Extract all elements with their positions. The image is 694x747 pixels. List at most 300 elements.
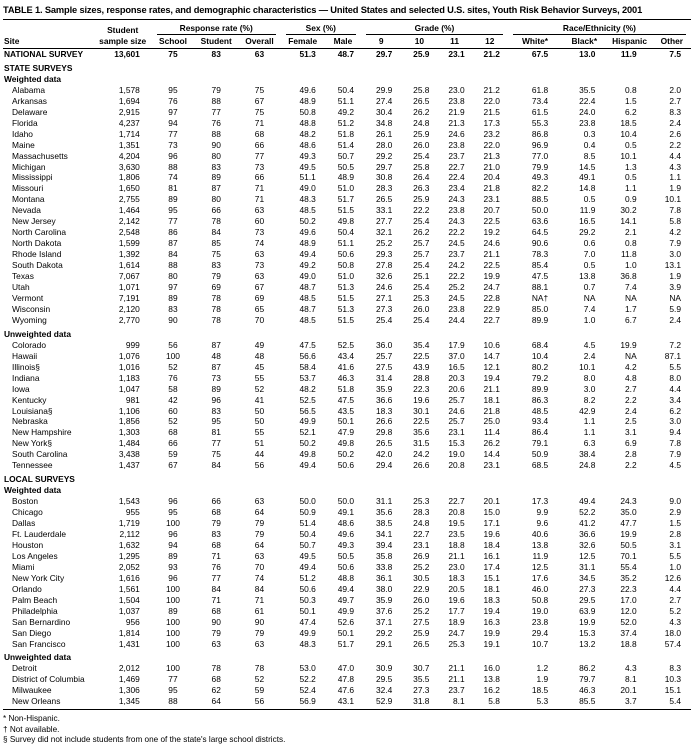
value-cell: 75 [211, 449, 221, 460]
value-cell: 1.7 [625, 303, 637, 314]
value-cell: 43.1 [325, 696, 361, 709]
value-cell: 68 [211, 674, 221, 685]
col-header-student: Student [194, 35, 238, 49]
value-cell: 1,543 [118, 496, 140, 507]
value-cell: 50.6 [299, 583, 316, 594]
value-cell: 6.2 [625, 106, 637, 117]
value-cell: 56 [254, 460, 265, 471]
value-cell: 50.8 [299, 106, 316, 117]
site-cell: Indiana [12, 372, 40, 383]
col-header-male: Male [325, 35, 361, 49]
value-cell: 27.7 [375, 216, 393, 227]
value-cell: 21.1 [483, 249, 500, 260]
value-cell: 18.9 [448, 616, 465, 627]
value-cell: 49.7 [337, 594, 355, 605]
site-cell: Michigan [12, 161, 46, 172]
value-cell: 49.3 [299, 150, 316, 161]
value-cell: 51.5 [337, 292, 355, 303]
value-cell: 79 [211, 84, 221, 95]
value-cell: 52.5 [337, 339, 355, 350]
table-row [3, 340, 691, 351]
value-cell: 50.6 [337, 460, 355, 471]
value-cell: 51.2 [337, 117, 355, 128]
footnote-school-districts: § Survey did not include students from one of the state's large school districts. [3, 735, 286, 745]
value-cell: 33.8 [375, 561, 393, 572]
table-row [3, 460, 691, 471]
value-cell: 77 [254, 150, 265, 161]
table-row [3, 118, 691, 129]
value-cell: 68.5 [531, 460, 549, 471]
value-cell: 10.4 [620, 128, 637, 139]
value-cell: 24.5 [448, 292, 465, 303]
value-cell: 20.4 [483, 172, 500, 183]
value-cell: 2,548 [118, 227, 140, 238]
value-cell: 6.2 [669, 405, 681, 416]
group-label: Response rate (%) [157, 23, 276, 35]
value-cell: 49.2 [299, 260, 316, 271]
value-cell: 73.4 [531, 95, 549, 106]
value-cell: 2.4 [669, 314, 681, 325]
value-cell: 23.8 [448, 95, 465, 106]
column-header-row [3, 35, 691, 49]
table-title: TABLE 1. Sample sizes, response rates, and demographic characteristics — United States and selected U.S. sites, Youth Risk Behavior Surveys, 2001 [3, 5, 691, 20]
value-cell: 89 [168, 550, 178, 561]
site-cell: Wisconsin [12, 303, 51, 314]
value-cell: 26.5 [375, 438, 393, 449]
value-cell: 3.0 [669, 249, 681, 260]
value-cell: 34.5 [579, 572, 596, 583]
value-cell: 22.2 [448, 227, 465, 238]
value-cell: 48 [254, 350, 265, 361]
site-cell: Montana [12, 194, 45, 205]
value-cell: 16.2 [483, 685, 500, 696]
value-cell: 50.6 [337, 249, 355, 260]
value-cell: 49.8 [337, 216, 355, 227]
site-cell: Arkansas [12, 95, 47, 106]
value-cell: 66 [254, 139, 265, 150]
value-cell: 23.4 [448, 183, 465, 194]
table-row [3, 351, 691, 362]
value-cell: 49.8 [337, 438, 355, 449]
value-cell: 36.6 [375, 394, 393, 405]
value-cell: 23.1 [483, 194, 500, 205]
table-row [3, 584, 691, 595]
value-cell: 49.0 [299, 271, 316, 282]
value-cell: 1.2 [536, 663, 549, 674]
table-row [3, 129, 691, 140]
value-cell: 0.6 [583, 238, 596, 249]
value-cell: 2.7 [669, 95, 681, 106]
value-cell: 21.9 [448, 106, 465, 117]
value-cell: 52.5 [299, 394, 316, 405]
value-cell: 80.2 [531, 361, 549, 372]
value-cell: 1,047 [118, 383, 140, 394]
value-cell: 4.4 [669, 150, 681, 161]
site-cell: Vermont [12, 292, 44, 303]
value-cell: 4.2 [669, 227, 681, 238]
section-heading: Unweighted data [4, 652, 72, 663]
value-cell: 25.2 [413, 561, 430, 572]
value-cell: 25.2 [375, 238, 393, 249]
value-cell: 12.0 [620, 605, 637, 616]
value-cell: 23.8 [531, 616, 549, 627]
value-cell: 84 [168, 249, 178, 260]
value-cell: 88 [152, 696, 194, 709]
table-body [3, 49, 691, 710]
value-cell: 79.2 [531, 372, 549, 383]
value-cell: 24.4 [448, 314, 465, 325]
value-cell: 50.9 [299, 507, 316, 518]
value-cell: 66 [211, 205, 221, 216]
value-cell: 22.5 [413, 350, 430, 361]
site-cell: Mississippi [12, 172, 53, 183]
site-cell: South Carolina [12, 449, 68, 460]
value-cell: 51.1 [337, 95, 355, 106]
table-row [3, 384, 691, 395]
value-cell: 97 [168, 106, 178, 117]
value-cell: 49.6 [337, 528, 355, 539]
value-cell: 64 [194, 696, 238, 709]
col-header-black: Black* [562, 35, 606, 49]
value-cell: 61 [254, 605, 265, 616]
value-cell: 28.0 [375, 139, 393, 150]
table-row [3, 551, 691, 562]
table-row [3, 696, 691, 709]
value-cell: 1.9 [669, 271, 681, 282]
value-cell: 7.9 [669, 238, 681, 249]
value-cell: 12.1 [483, 361, 500, 372]
value-cell: 20.1 [483, 496, 500, 507]
section-heading: Weighted data [4, 73, 62, 84]
value-cell: 29.4 [531, 627, 549, 638]
value-cell: 24.2 [448, 260, 465, 271]
value-cell: 24.6 [448, 405, 465, 416]
site-cell: Hawaii [12, 350, 38, 361]
data-table [3, 20, 691, 710]
value-cell: 14.1 [620, 216, 637, 227]
value-cell: 100 [165, 594, 180, 605]
value-cell: 83 [211, 161, 221, 172]
value-cell: 2.4 [669, 117, 681, 128]
value-cell: 2,120 [118, 303, 140, 314]
site-cell: Missouri [12, 183, 44, 194]
value-cell: 63 [254, 249, 265, 260]
value-cell: 29.2 [579, 227, 596, 238]
value-cell: 26.2 [483, 438, 500, 449]
table-row [3, 674, 691, 685]
value-cell: 86 [168, 227, 178, 238]
value-cell: 49.4 [299, 460, 316, 471]
value-cell: 64 [254, 507, 265, 518]
site-cell: San Diego [12, 627, 52, 638]
value-cell: 3.9 [669, 282, 681, 293]
group-label: Race/Ethnicity (%) [513, 23, 686, 35]
value-cell: 51.1 [337, 238, 355, 249]
value-cell: 47.6 [337, 685, 355, 696]
value-cell: 24.5 [448, 238, 465, 249]
value-cell: 5.3 [508, 696, 562, 709]
value-cell: 74 [254, 572, 265, 583]
value-cell: 9.0 [669, 496, 681, 507]
value-cell: 18.8 [448, 539, 465, 550]
value-cell: 51.0 [337, 183, 355, 194]
table-row [3, 362, 691, 373]
value-cell: 1.9 [669, 183, 681, 194]
value-cell: 89 [211, 383, 221, 394]
section-heading: STATE SURVEYS [4, 62, 73, 73]
value-cell: 51.0 [337, 271, 355, 282]
value-cell: 0.5 [583, 194, 596, 205]
value-cell: 52.2 [579, 507, 596, 518]
value-cell: 18.3 [448, 572, 465, 583]
value-cell: 22.2 [448, 271, 465, 282]
value-cell: 21.3 [483, 150, 500, 161]
value-cell: 24.3 [448, 194, 465, 205]
value-cell: 90 [211, 616, 221, 627]
section-heading: LOCAL SURVEYS [4, 474, 75, 485]
value-cell: 100 [165, 663, 180, 674]
value-cell: 88 [211, 128, 221, 139]
value-cell: 35.5 [579, 84, 596, 95]
site-cell: New York§ [12, 438, 53, 449]
group-header-response-rate [152, 20, 281, 35]
site-cell: New Hampshire [12, 427, 72, 438]
value-cell: 25.7 [413, 238, 430, 249]
value-cell: 52 [168, 416, 178, 427]
value-cell: 49.4 [337, 583, 355, 594]
value-cell: 94 [168, 117, 178, 128]
value-cell: 50.1 [337, 416, 355, 427]
value-cell: 95 [168, 205, 178, 216]
value-cell: 31.4 [375, 372, 393, 383]
value-cell: 12.6 [664, 572, 681, 583]
site-cell: South Dakota [12, 260, 63, 271]
value-cell: 79.9 [531, 161, 549, 172]
value-cell: 63 [254, 496, 265, 507]
value-cell: 8.2 [583, 394, 596, 405]
value-cell: 5.9 [669, 303, 681, 314]
value-cell: 34.8 [375, 117, 393, 128]
value-cell: 2.6 [669, 128, 681, 139]
value-cell: 71 [254, 194, 265, 205]
value-cell: 4.4 [669, 383, 681, 394]
value-cell: 25.7 [448, 394, 465, 405]
value-cell: 18.1 [483, 583, 500, 594]
value-cell: 7.9 [669, 449, 681, 460]
group-label: Grade (%) [366, 23, 503, 35]
value-cell: 29.2 [375, 627, 393, 638]
value-cell: 58.4 [299, 361, 316, 372]
value-cell: 7,191 [118, 292, 140, 303]
table-row [3, 140, 691, 151]
table-row [3, 162, 691, 173]
col-header-sample-size: sample size [94, 35, 152, 49]
value-cell: 29.7 [375, 49, 393, 59]
table-row [3, 238, 691, 249]
value-cell: 5.5 [669, 361, 681, 372]
value-cell: 13,601 [114, 49, 140, 59]
value-cell: 43.5 [337, 405, 355, 416]
table-row [3, 282, 691, 293]
table-header [3, 20, 691, 49]
value-cell: 79 [211, 627, 221, 638]
col-header-site: Site [3, 35, 94, 49]
value-cell: 48.7 [337, 49, 355, 59]
value-cell: 42 [168, 394, 178, 405]
value-cell: 51.5 [337, 314, 355, 325]
col-header-grade-9: 9 [361, 35, 401, 49]
value-cell: 1.1 [669, 172, 681, 183]
value-cell: 88.1 [531, 282, 549, 293]
value-cell: 81 [168, 183, 178, 194]
value-cell: NA [669, 292, 681, 303]
value-cell: 51.7 [337, 638, 355, 649]
site-cell: NATIONAL SURVEY [4, 49, 84, 59]
value-cell: 77 [211, 106, 221, 117]
value-cell: 1.5 [625, 95, 637, 106]
value-cell: 80 [211, 194, 221, 205]
value-cell: 100 [165, 583, 180, 594]
value-cell: 47.7 [620, 518, 637, 529]
value-cell: 23.1 [448, 49, 465, 59]
value-cell: 4.2 [625, 361, 637, 372]
value-cell: 981 [125, 394, 140, 405]
value-cell: 68 [254, 128, 265, 139]
value-cell: 50.2 [299, 438, 316, 449]
value-cell: 88 [168, 260, 178, 271]
value-cell: 73 [254, 227, 265, 238]
value-cell: 18.1 [483, 394, 500, 405]
value-cell: 1,484 [118, 438, 140, 449]
table-row [3, 427, 691, 438]
value-cell: 6.7 [625, 314, 637, 325]
value-cell: 24.3 [448, 216, 465, 227]
value-cell: 1.1 [583, 416, 596, 427]
value-cell: 22.9 [413, 583, 430, 594]
value-cell: 66 [254, 172, 265, 183]
value-cell: 1,351 [118, 139, 140, 150]
value-cell: 70.1 [620, 550, 637, 561]
value-cell: 4.5 [669, 460, 681, 471]
value-cell: 8.3 [669, 663, 681, 674]
value-cell: 16.5 [579, 216, 596, 227]
value-cell: 78 [211, 216, 221, 227]
value-cell: 10.4 [531, 350, 549, 361]
value-cell: 49.5 [299, 161, 316, 172]
table-row [3, 438, 691, 449]
value-cell: 88.5 [531, 194, 549, 205]
value-cell: 71 [254, 594, 265, 605]
value-cell: 28.8 [413, 372, 430, 383]
value-cell: 25.7 [413, 249, 430, 260]
value-cell: 85.5 [562, 696, 606, 709]
value-cell: 22.7 [448, 496, 465, 507]
value-cell: 22.5 [483, 260, 500, 271]
value-cell: 71 [211, 550, 221, 561]
value-cell: 2,915 [118, 106, 140, 117]
value-cell: 50 [254, 405, 265, 416]
value-cell: 24.8 [413, 117, 430, 128]
value-cell: 22.0 [483, 95, 500, 106]
value-cell: 33.1 [375, 205, 393, 216]
value-cell: 32.4 [375, 685, 393, 696]
value-cell: 0.5 [625, 139, 637, 150]
value-cell: 16.0 [483, 663, 500, 674]
value-cell: 1,632 [118, 539, 140, 550]
value-cell: 2.2 [625, 394, 637, 405]
value-cell: 22.4 [448, 172, 465, 183]
value-cell: 25.4 [413, 216, 430, 227]
site-cell: Philadelphia [12, 605, 58, 616]
value-cell: 0.5 [583, 260, 596, 271]
value-cell: 25.1 [413, 271, 430, 282]
value-cell: 42.0 [375, 449, 393, 460]
value-cell: 18.5 [531, 685, 549, 696]
value-cell: 2,755 [118, 194, 140, 205]
value-cell: 50.4 [299, 528, 316, 539]
value-cell: 12.5 [531, 561, 549, 572]
value-cell: 19.4 [483, 372, 500, 383]
value-cell: 63 [254, 271, 265, 282]
value-cell: 23.1 [448, 427, 465, 438]
value-cell: 1,106 [118, 405, 140, 416]
value-cell: 50.1 [299, 605, 316, 616]
value-cell: 87 [211, 339, 221, 350]
value-cell: 23.7 [448, 249, 465, 260]
value-cell: 22.2 [413, 205, 430, 216]
value-cell: 5.8 [669, 216, 681, 227]
col-header-female: Female [281, 35, 325, 49]
value-cell: 3,438 [118, 449, 140, 460]
value-cell: 26.5 [375, 194, 393, 205]
table-row [3, 373, 691, 384]
value-cell: 3.4 [669, 394, 681, 405]
value-cell: 14.7 [483, 350, 500, 361]
site-cell: New Jersey [12, 216, 56, 227]
table-row [3, 639, 691, 650]
value-cell: 30.5 [413, 572, 430, 583]
value-cell: 77.0 [531, 150, 549, 161]
value-cell: 26.0 [413, 594, 430, 605]
section-heading-row [3, 60, 691, 74]
value-cell: 29.5 [579, 594, 596, 605]
value-cell: 48.5 [299, 314, 316, 325]
value-cell: 8.1 [437, 696, 471, 709]
value-cell: 26.3 [413, 183, 430, 194]
value-cell: 18.8 [620, 638, 637, 649]
value-cell: 88 [211, 95, 221, 106]
value-cell: 73 [211, 372, 221, 383]
value-cell: 61.8 [531, 84, 549, 95]
value-cell: 20.1 [620, 685, 637, 696]
value-cell: 1.1 [583, 427, 596, 438]
value-cell: 56 [168, 339, 178, 350]
value-cell: 17.6 [531, 572, 549, 583]
value-cell: 95 [168, 84, 178, 95]
value-cell: 36.0 [375, 339, 393, 350]
value-cell: 96 [168, 528, 178, 539]
value-cell: 36.1 [375, 572, 393, 583]
value-cell: 28.3 [413, 507, 430, 518]
value-cell: 34.1 [375, 528, 393, 539]
table-row [3, 151, 691, 162]
value-cell: 50.2 [299, 216, 316, 227]
value-cell: 87.1 [664, 350, 681, 361]
value-cell: 30.8 [375, 172, 393, 183]
value-cell: 17.3 [531, 496, 549, 507]
value-cell: 23.1 [483, 460, 500, 471]
value-cell: 50.7 [299, 539, 316, 550]
